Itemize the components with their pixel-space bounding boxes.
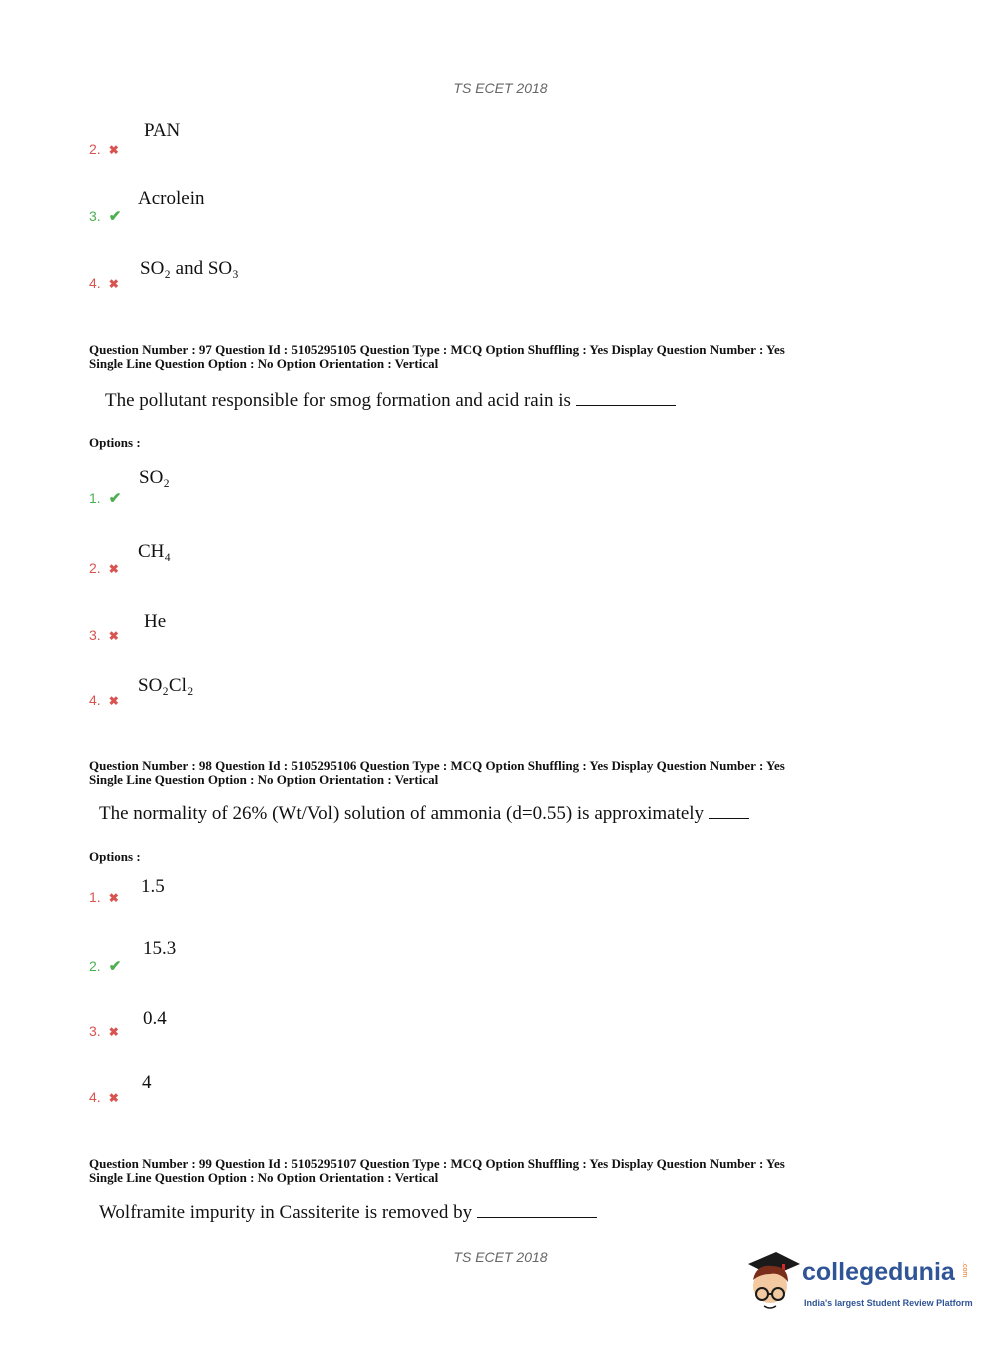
cross-icon: ✖ <box>108 1091 119 1105</box>
check-icon: ✔ <box>108 208 122 225</box>
page-header: TS ECET 2018 <box>453 80 548 96</box>
question-text: Wolframite impurity in Cassiterite is removed by <box>99 1202 597 1224</box>
cross-icon: ✖ <box>108 562 119 576</box>
options-label: Options : <box>89 435 141 450</box>
option-number: 4. ✖ <box>89 1089 119 1105</box>
cross-icon: ✖ <box>108 629 119 643</box>
option-text: 1.5 <box>141 876 165 897</box>
option-number: 2. ✖ <box>89 560 119 576</box>
option-number: 3. ✖ <box>89 1023 119 1039</box>
option-text: PAN <box>144 120 181 141</box>
cross-icon: ✖ <box>108 694 119 708</box>
logo-wordmark: collegedunia <box>802 1258 955 1286</box>
question-text: The normality of 26% (Wt/Vol) solution of ammonia (d=0.55) is approximately <box>99 803 749 825</box>
option-text: SO₂ and SO₃ <box>140 258 239 279</box>
question-text: The pollutant responsible for smog formation and acid rain is <box>105 390 676 412</box>
option-text: SO₂ <box>139 467 170 488</box>
option-text: 0.4 <box>143 1008 167 1029</box>
option-number: 2. ✖ <box>89 141 119 157</box>
question-meta: Question Number : 98 Question Id : 5105295106 Question Type : MCQ Option Shuffling : Yes Display Question Number : Yes Single Line Question Option : No Option Orientation : Vertical <box>89 758 785 787</box>
page-footer: TS ECET 2018 <box>453 1249 548 1265</box>
options-label: Options : <box>89 849 141 864</box>
cross-icon: ✖ <box>108 891 119 905</box>
check-icon: ✔ <box>108 958 122 975</box>
option-number: 1. ✖ <box>89 889 119 905</box>
option-text: He <box>144 611 167 632</box>
option-number: 3. ✔ <box>89 208 122 225</box>
check-icon: ✔ <box>108 490 122 507</box>
option-text: 15.3 <box>143 938 177 959</box>
question-meta: Question Number : 97 Question Id : 5105295105 Question Type : MCQ Option Shuffling : Yes Display Question Number : Yes Single Line Question Option : No Option Orientation : Vertical <box>89 342 785 371</box>
logo-tagline: India's largest Student Review Platform <box>804 1298 973 1308</box>
mascot-icon <box>742 1250 802 1320</box>
logo-suffix: .com <box>961 1262 968 1278</box>
question-meta: Question Number : 99 Question Id : 5105295107 Question Type : MCQ Option Shuffling : Yes Display Question Number : Yes Single Line Question Option : No Option Orientation : Vertical <box>89 1156 785 1185</box>
option-number: 3. ✖ <box>89 627 119 643</box>
option-text: 4 <box>142 1072 152 1093</box>
cross-icon: ✖ <box>108 1025 119 1039</box>
cross-icon: ✖ <box>108 143 119 157</box>
option-number: 2. ✔ <box>89 958 122 975</box>
option-text: Acrolein <box>138 188 205 209</box>
option-number: 4. ✖ <box>89 275 119 291</box>
option-number: 4. ✖ <box>89 692 119 708</box>
option-text: SO₂Cl₂ <box>138 675 194 696</box>
option-text: CH₄ <box>138 541 172 562</box>
option-number: 1. ✔ <box>89 490 122 507</box>
collegedunia-logo <box>742 1250 972 1320</box>
cross-icon: ✖ <box>108 277 119 291</box>
